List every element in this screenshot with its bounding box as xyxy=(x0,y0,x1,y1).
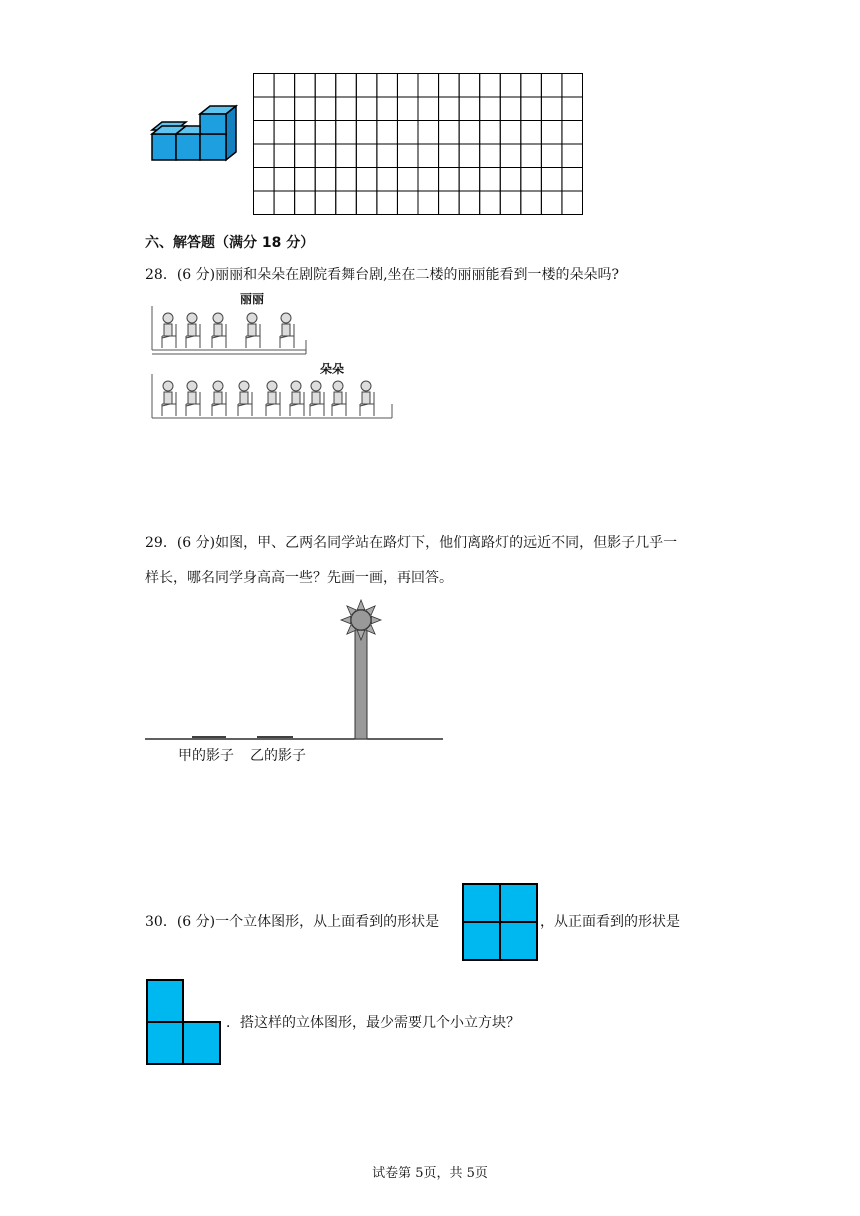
grid-cell xyxy=(480,97,501,121)
question-30-part3: ．搭这样的立体图形，最少需要几个小立方块？ xyxy=(226,1015,520,1031)
grid-cell xyxy=(480,74,501,98)
grid-cell xyxy=(336,144,357,168)
seated-person xyxy=(332,381,346,416)
front-view-l-shape-figure xyxy=(146,979,222,1066)
grid-cell xyxy=(377,144,398,168)
grid-cell xyxy=(254,168,275,192)
grid-cell xyxy=(500,74,521,98)
grid-cell xyxy=(439,168,460,192)
grid-cell xyxy=(254,191,275,215)
grid-cell xyxy=(254,144,275,168)
grid-cell xyxy=(418,74,439,98)
grid-cell xyxy=(397,168,418,192)
grid-cell xyxy=(336,191,357,215)
grid-cell xyxy=(521,191,542,215)
grid-cell xyxy=(418,121,439,145)
grid-cell xyxy=(336,74,357,98)
seated-person xyxy=(186,381,200,416)
grid-cell xyxy=(295,168,316,192)
grid-cell xyxy=(459,191,480,215)
question-29-line2: 样长，哪名同学身高高一些？先画一画，再回答。 xyxy=(145,570,453,586)
label-lili: 丽丽 xyxy=(240,292,265,306)
grid-cell xyxy=(562,168,583,192)
grid-cell xyxy=(295,191,316,215)
seated-person xyxy=(266,381,280,416)
shadow-yi-label: 乙的影子 xyxy=(250,748,306,764)
grid-cell xyxy=(315,97,336,121)
grid-cell xyxy=(377,97,398,121)
grid-cell xyxy=(315,168,336,192)
grid-cell xyxy=(541,97,562,121)
grid-cell xyxy=(356,97,377,121)
grid-cell xyxy=(336,97,357,121)
grid-cell xyxy=(521,121,542,145)
grid-cell xyxy=(521,168,542,192)
grid-cell xyxy=(274,74,295,98)
grid-cell xyxy=(274,144,295,168)
seated-person xyxy=(238,381,252,416)
drawing-grid xyxy=(253,73,583,215)
label-duoduo: 朵朵 xyxy=(320,362,345,376)
question-30-part2: ，从正面看到的形状是 xyxy=(540,914,680,930)
grid-cell xyxy=(315,121,336,145)
grid-cell xyxy=(295,97,316,121)
seated-person xyxy=(246,313,260,348)
lamp-ray xyxy=(371,616,381,624)
grid-cell xyxy=(274,121,295,145)
grid-cell xyxy=(521,97,542,121)
grid-cell xyxy=(459,144,480,168)
seated-person xyxy=(360,381,374,416)
grid-cell xyxy=(418,168,439,192)
grid-cell xyxy=(480,144,501,168)
grid-cell xyxy=(562,191,583,215)
grid-cell xyxy=(356,121,377,145)
seated-person xyxy=(280,313,294,348)
grid-cell xyxy=(295,74,316,98)
grid-cell xyxy=(377,191,398,215)
grid-cell xyxy=(439,144,460,168)
question-29-line1: 29．(6 分)如图，甲、乙两名同学站在路灯下，他们离路灯的远近不同，但影子几乎一 xyxy=(145,535,678,551)
shadow-jia-label: 甲的影子 xyxy=(178,748,234,764)
grid-cell xyxy=(254,121,275,145)
grid-cell xyxy=(541,191,562,215)
grid-cell xyxy=(541,144,562,168)
grid-cell xyxy=(480,168,501,192)
top-view-square-figure xyxy=(462,883,538,961)
grid-cell xyxy=(541,168,562,192)
grid-cell xyxy=(521,74,542,98)
grid-cell xyxy=(274,191,295,215)
grid-cell xyxy=(397,121,418,145)
grid-cell xyxy=(459,97,480,121)
grid-cell xyxy=(418,97,439,121)
grid-cell xyxy=(500,97,521,121)
grid-cell xyxy=(356,144,377,168)
grid-cell xyxy=(480,191,501,215)
grid-cell xyxy=(254,97,275,121)
seated-person xyxy=(212,381,226,416)
grid-cell xyxy=(397,191,418,215)
street-lamp-figure xyxy=(145,598,445,743)
grid-cell xyxy=(418,191,439,215)
grid-cell xyxy=(295,121,316,145)
grid-cell xyxy=(336,168,357,192)
grid-cell xyxy=(295,144,316,168)
seated-person xyxy=(310,381,324,416)
page-footer: 试卷第 5页，共 5页 xyxy=(372,1166,488,1181)
lamp-ray xyxy=(357,600,365,610)
grid-cell xyxy=(439,97,460,121)
grid-cell xyxy=(562,74,583,98)
seated-person xyxy=(212,313,226,348)
grid-cell xyxy=(397,144,418,168)
grid-cell xyxy=(439,191,460,215)
question-30-part1: 30．(6 分)一个立体图形，从上面看到的形状是 xyxy=(145,914,440,930)
grid-cell xyxy=(500,191,521,215)
grid-cell xyxy=(356,168,377,192)
grid-cell xyxy=(521,144,542,168)
grid-cell xyxy=(356,74,377,98)
grid-cell xyxy=(274,97,295,121)
grid-cell xyxy=(418,144,439,168)
cube-stack-figure xyxy=(148,104,238,164)
theater-illustration xyxy=(148,288,398,424)
grid-cell xyxy=(562,97,583,121)
grid-cell xyxy=(356,191,377,215)
grid-cell xyxy=(377,168,398,192)
grid-cell xyxy=(541,74,562,98)
grid-cell xyxy=(315,191,336,215)
grid-cell xyxy=(459,74,480,98)
seated-person xyxy=(162,313,176,348)
grid-cell xyxy=(480,121,501,145)
seated-person xyxy=(186,313,200,348)
grid-cell xyxy=(500,168,521,192)
grid-cell xyxy=(459,168,480,192)
grid-cell xyxy=(500,144,521,168)
grid-cell xyxy=(274,168,295,192)
grid-cell xyxy=(541,121,562,145)
grid-cell xyxy=(562,121,583,145)
grid-cell xyxy=(459,121,480,145)
grid-cell xyxy=(336,121,357,145)
grid-cell xyxy=(377,121,398,145)
grid-cell xyxy=(254,74,275,98)
seated-person xyxy=(290,381,304,416)
seated-person xyxy=(162,381,176,416)
grid-cell xyxy=(439,74,460,98)
grid-cell xyxy=(397,74,418,98)
grid-cell xyxy=(439,121,460,145)
lamp-ray xyxy=(341,616,351,624)
grid-cell xyxy=(315,144,336,168)
section-title: 六、解答题（满分 18 分） xyxy=(145,235,315,251)
grid-cell xyxy=(315,74,336,98)
grid-cell xyxy=(562,144,583,168)
grid-cell xyxy=(500,121,521,145)
grid-cell xyxy=(377,74,398,98)
question-28-text: 28．(6 分)丽丽和朵朵在剧院看舞台剧,坐在二楼的丽丽能看到一楼的朵朵吗? xyxy=(145,267,620,283)
grid-cell xyxy=(397,97,418,121)
